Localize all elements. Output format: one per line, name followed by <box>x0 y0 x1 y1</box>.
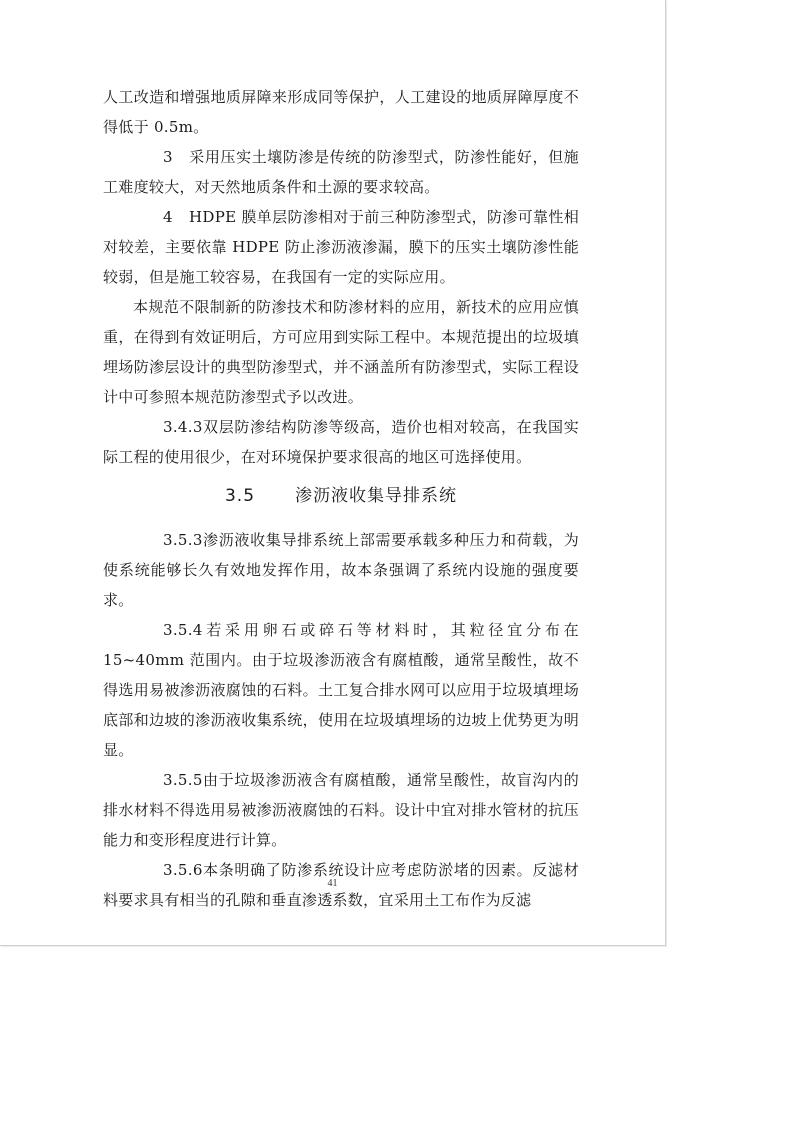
paragraph-text: 双层防渗结构防渗等级高，造价也相对较高，在我国实际工程的使用很少，在对环境保护要求很高的地区可选择使用。 <box>103 418 579 466</box>
paragraph-text: 采用压实土壤防渗是传统的防渗型式，防渗性能好，但施工难度较大，对天然地质条件和土源的要求较高。 <box>103 148 579 196</box>
paragraph-text: HDPE 膜单层防渗相对于前三种防渗型式，防渗可靠性相对较差，主要依靠 HDPE 防止渗沥液渗漏，膜下的压实土壤防渗性能较弱，但是施工较容易，在我国有一定的实际应用。 <box>103 208 579 286</box>
page-number: 41 <box>327 878 338 889</box>
paragraph <box>103 412 579 472</box>
paragraph-group-upper <box>103 82 579 472</box>
paragraph-text: 人工改造和增强地质屏障来形成同等保护，人工建设的地质屏障厚度不得低于 0.5m。 <box>103 88 579 136</box>
paragraph <box>103 292 579 412</box>
paragraph <box>103 525 579 615</box>
paragraph <box>103 142 579 202</box>
paragraph-text: 本条明确了防渗系统设计应考虑防淤堵的因素。反滤材料要求具有相当的孔隙和垂直渗透系数，宜采用土工布作为反滤 <box>103 861 579 909</box>
section-number: 3.5 <box>224 486 256 506</box>
clause-number: 3.5.4 <box>163 621 203 639</box>
clause-number: 3.5.5 <box>163 771 203 789</box>
paragraph-text: 渗沥液收集导排系统上部需要承载多种压力和荷载，为使系统能够长久有效地发挥作用，故本条强调了系统内设施的强度要求。 <box>103 531 579 609</box>
paragraph-text: 由于垃圾渗沥液含有腐植酸，通常呈酸性，故盲沟内的排水材料不得选用易被渗沥液腐蚀的石料。设计中宜对排水管材的抗压能力和变形程度进行计算。 <box>103 771 579 849</box>
clause-number: 4 <box>163 208 173 226</box>
paragraph-text: 本规范不限制新的防渗技术和防渗材料的应用，新技术的应用应慎重，在得到有效证明后，方可应用到实际工程中。本规范提出的垃圾填埋场防渗层设计的典型防渗型式，并不涵盖所有防渗型式，实际工程设计中可参照本规范防渗型式予以改进。 <box>103 298 579 406</box>
paragraph <box>103 765 579 855</box>
clause-number: 3.5.6 <box>163 861 203 879</box>
body-text <box>103 82 579 915</box>
paragraph-group-lower <box>103 525 579 915</box>
clause-number: 3.5.3 <box>163 531 203 549</box>
paragraph <box>103 82 579 142</box>
section-title: 渗沥液收集导排系统 <box>295 486 458 506</box>
section-heading <box>103 472 579 525</box>
paragraph-text: 若采用卵石或碎石等材料时，其粒径宜分布在 15~40mm 范围内。由于垃圾渗沥液含有腐植酸，通常呈酸性，故不得选用易被渗沥液腐蚀的石料。土工复合排水网可以应用于垃圾填埋场底部和边坡的渗沥液收集系统，使用在垃圾填埋场的边坡上优势更为明显。 <box>103 621 579 759</box>
clause-number: 3.4.3 <box>163 418 203 436</box>
paragraph <box>103 615 579 765</box>
clause-number: 3 <box>163 148 173 166</box>
paragraph <box>103 202 579 292</box>
